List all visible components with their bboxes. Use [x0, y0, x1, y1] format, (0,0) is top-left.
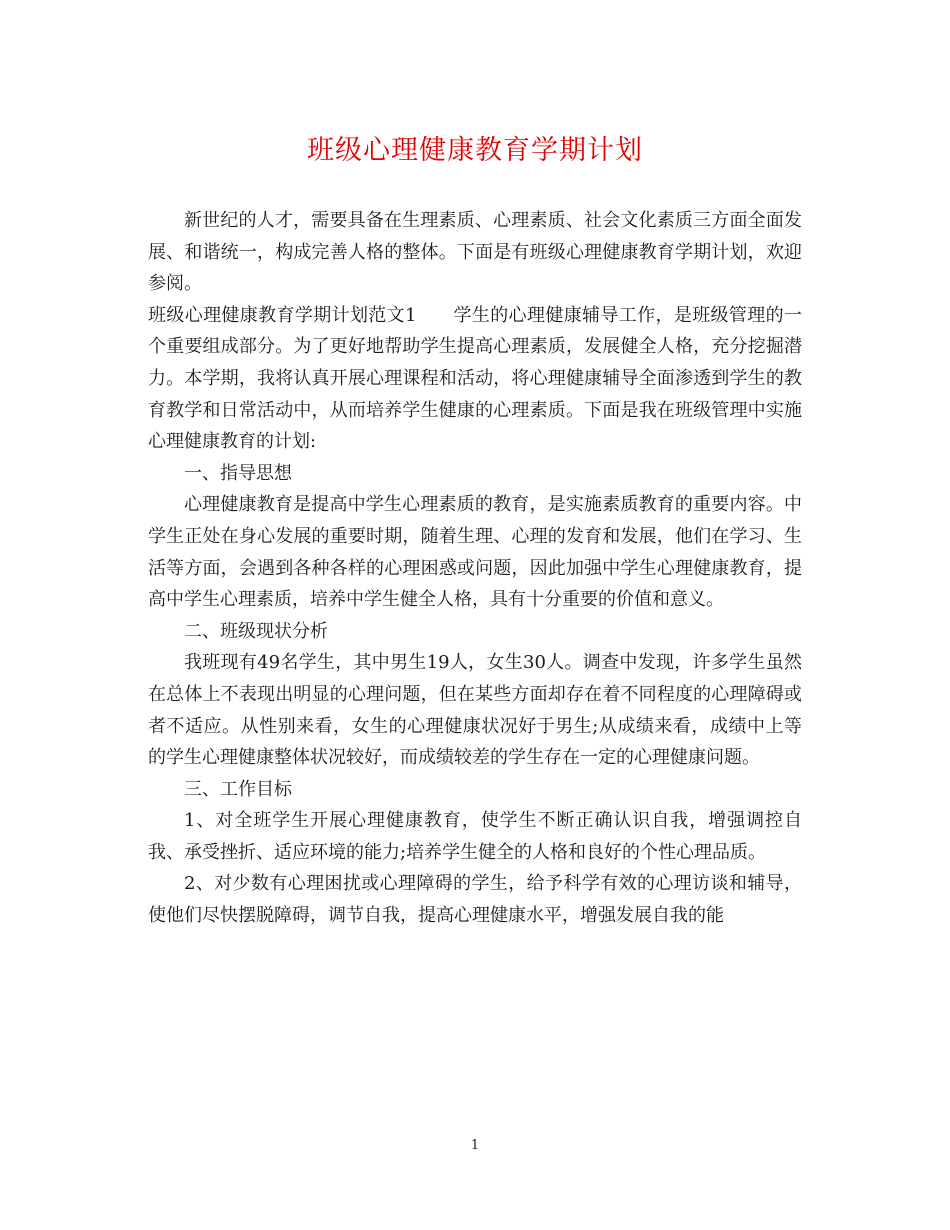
- section-heading-work-goals: 三、工作目标: [184, 778, 292, 800]
- guiding-idea-paragraph: 心理健康教育是提高中学生心理素质的教育，是实施素质教育的重要内容。中学生正处在身心发展的重要时期，随着生理、心理的发育和发展，他们在学习、生活等方面，会遇到各种各样的心理困惑或问题，因此加强中学生心理健康教育，提高中学生心理素质，培养中学生健全人格，具有十分重要的价值和意义。: [148, 494, 802, 611]
- page-number: 1: [470, 1138, 480, 1153]
- goal-2-paragraph: 2、对少数有心理困扰或心理障碍的学生，给予科学有效的心理访谈和辅导，使他们尽快摆脱障碍，调节自我，提高心理健康水平，增强发展自我的能: [148, 873, 802, 927]
- sample-1-paragraph: 班级心理健康教育学期计划范文1 学生的心理健康辅导工作，是班级管理的一个重要组成部分。为了更好地帮助学生提高心理素质，发展健全人格，充分挖掘潜力。本学期，我将认真开展心理课程和活动，将心理健康辅导全面渗透到学生的教育教学和日常活动中，从而培养学生健康的心理素质。下面是我在班级管理中实施心理健康教育的计划:: [148, 304, 802, 453]
- goal-1-paragraph: 1、对全班学生开展心理健康教育，使学生不断正确认识自我，增强调控自我、承受挫折、适应环境的能力;培养学生健全的人格和良好的个性心理品质。: [148, 810, 802, 863]
- class-analysis-paragraph: 我班现有49名学生，其中男生19人，女生30人。调查中发现，许多学生虽然在总体上不表现出明显的心理问题，但在某些方面却存在着不同程度的心理障碍或者不适应。从性别来看，女生的心理健康状况好于男生;从成绩来看，成绩中上等的学生心理健康整体状况较好，而成绩较差的学生存在一定的心理健康问题。: [148, 652, 802, 769]
- section-heading-class-analysis: 二、班级现状分析: [184, 620, 328, 642]
- document-body: [148, 205, 802, 932]
- section-heading-guiding-idea: 一、指导思想: [184, 462, 292, 484]
- intro-paragraph: 新世纪的人才，需要具备在生理素质、心理素质、社会文化素质三方面全面发展、和谐统一，构成完善人格的整体。下面是有班级心理健康教育学期计划，欢迎参阅。: [148, 210, 802, 295]
- document-title: 班级心理健康教育学期计划: [307, 135, 643, 166]
